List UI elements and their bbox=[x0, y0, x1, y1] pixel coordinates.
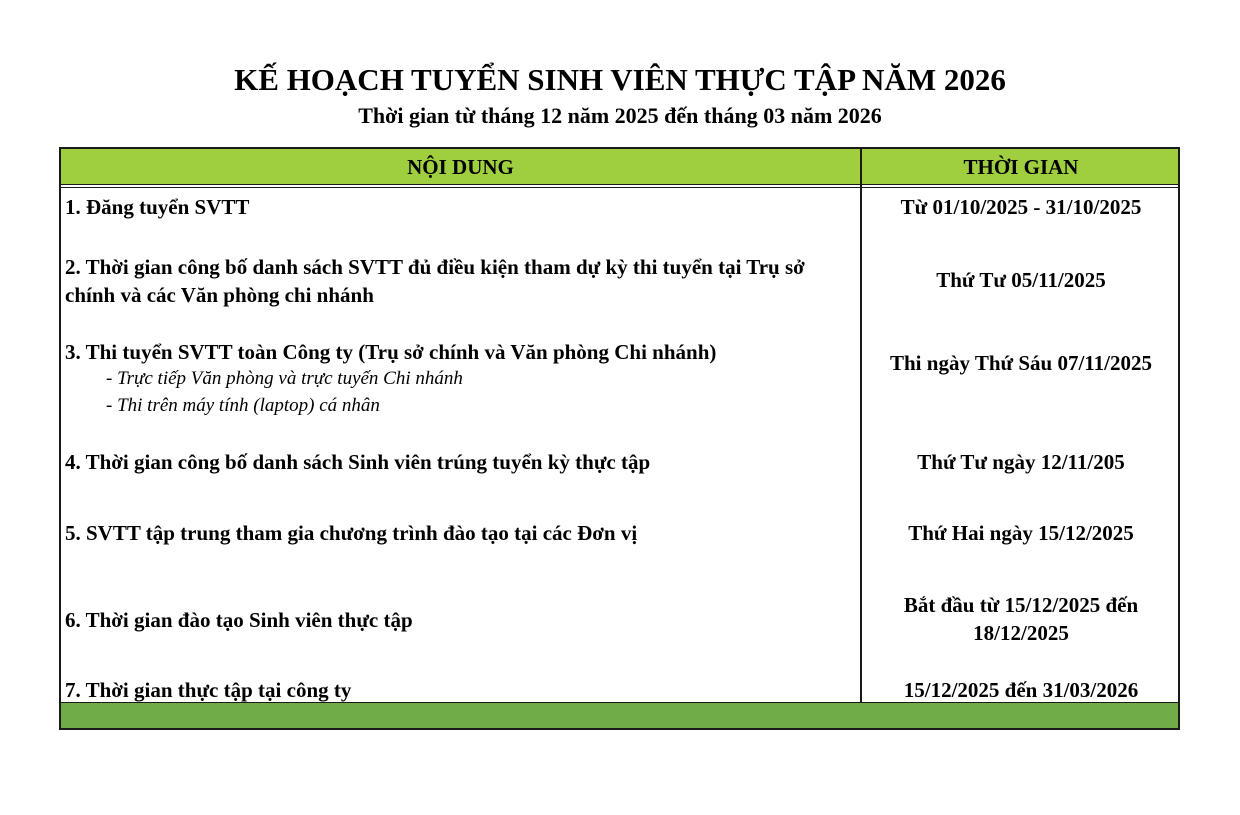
column-divider bbox=[860, 149, 862, 728]
document-subtitle: Thời gian từ tháng 12 năm 2025 đến tháng 03 năm 2026 bbox=[358, 103, 882, 128]
header-time: THỜI GIAN bbox=[963, 155, 1079, 179]
row-5-time: Thứ Hai ngày 15/12/2025 bbox=[908, 521, 1134, 545]
row-4-content: 4. Thời gian công bố danh sách Sinh viên trúng tuyển kỳ thực tập bbox=[65, 450, 651, 474]
row-1-time: Từ 01/10/2025 - 31/10/2025 bbox=[900, 195, 1142, 219]
header-double-border bbox=[61, 187, 1178, 188]
row-7-time: 15/12/2025 đến 31/03/2026 bbox=[903, 678, 1139, 702]
row-3-time: Thi ngày Thứ Sáu 07/11/2025 bbox=[890, 351, 1152, 375]
row-7-content: 7. Thời gian thực tập tại công ty bbox=[65, 678, 352, 702]
schedule-table bbox=[59, 147, 1180, 730]
header-content: NỘI DUNG bbox=[407, 155, 514, 179]
row-2-content: 2. Thời gian công bố danh sách SVTT đủ điều kiện tham dự kỳ thi tuyển tại Trụ sở chính và các Văn phòng chi nhánh bbox=[65, 255, 805, 307]
row-3-detail-2: - Thi trên máy tính (laptop) cá nhân bbox=[106, 395, 380, 416]
row-6-content: 6. Thời gian đào tạo Sinh viên thực tập bbox=[65, 608, 413, 632]
document-title: KẾ HOẠCH TUYỂN SINH VIÊN THỰC TẬP NĂM 2026 bbox=[234, 62, 1006, 97]
table-footer-bar bbox=[61, 702, 1178, 728]
row-2-time: Thứ Tư 05/11/2025 bbox=[936, 268, 1106, 292]
row-3-content: 3. Thi tuyển SVTT toàn Công ty (Trụ sở chính và Văn phòng Chi nhánh) bbox=[65, 340, 717, 364]
row-1-content: 1. Đăng tuyển SVTT bbox=[65, 195, 250, 219]
row-5-content: 5. SVTT tập trung tham gia chương trình đào tạo tại các Đơn vị bbox=[65, 521, 638, 545]
row-6-time: Bắt đầu từ 15/12/2025 đến 18/12/2025 bbox=[903, 593, 1139, 645]
row-4-time: Thứ Tư ngày 12/11/205 bbox=[917, 450, 1125, 474]
row-3-detail-1: - Trực tiếp Văn phòng và trực tuyến Chi nhánh bbox=[106, 368, 463, 389]
